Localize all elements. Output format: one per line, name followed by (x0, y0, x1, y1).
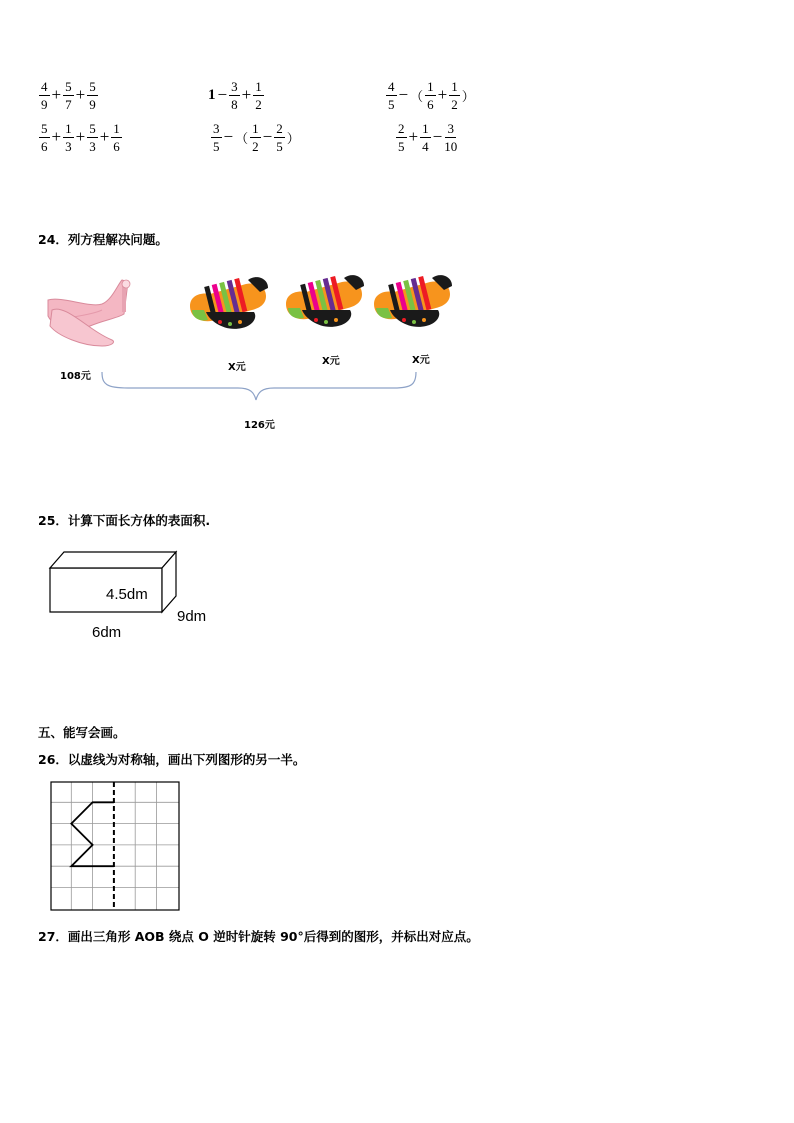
operator: + (51, 85, 62, 104)
shoes-image (42, 270, 134, 350)
numerator: 2 (398, 120, 405, 136)
operator: − (432, 127, 443, 146)
operator: + (241, 85, 252, 104)
integer: 1 (208, 86, 216, 103)
numerator: 1 (427, 78, 434, 94)
denominator: 5 (213, 138, 220, 154)
fraction (274, 122, 285, 153)
cuboid-width-label: 9dm (177, 608, 207, 625)
sock-icon (286, 275, 364, 327)
numerator: 1 (113, 120, 120, 136)
denominator: 6 (113, 138, 120, 154)
denominator: 9 (89, 96, 96, 112)
sock-price-label-1: X元 (228, 362, 246, 373)
sock-icon (190, 277, 268, 329)
sock-icon (374, 275, 452, 327)
fraction (87, 122, 98, 153)
denominator: 2 (451, 96, 458, 112)
parenthesis: ） (461, 88, 475, 104)
operator: + (437, 85, 448, 104)
numerator: 3 (213, 120, 220, 136)
question-24-title: 24．列方程解决问题。 (38, 232, 168, 247)
socks-image-3 (370, 270, 454, 332)
parenthesis: （ (410, 88, 424, 104)
fraction (111, 122, 122, 153)
question-25-title: 25．计算下面长方体的表面积. (38, 513, 211, 528)
denominator: 8 (231, 96, 238, 112)
fraction (396, 122, 407, 153)
numerator: 1 (65, 120, 72, 136)
operator: + (408, 127, 419, 146)
fraction-expr-r1c3 (385, 78, 476, 112)
numerator: 1 (451, 78, 458, 94)
sock-price-label-3: X元 (412, 355, 430, 366)
fraction (449, 80, 460, 111)
shoe-price-label: 108元 (60, 371, 91, 382)
operator: − (217, 85, 228, 104)
fraction (250, 122, 261, 153)
question-26-title: 26．以虚线为对称轴，画出下列图形的另一半。 (38, 752, 306, 767)
sock-price-label-2: X元 (322, 356, 340, 367)
denominator: 4 (422, 138, 429, 154)
operator: − (223, 127, 234, 146)
total-price-label: 126元 (244, 420, 275, 431)
operator: + (75, 127, 86, 146)
parenthesis: （ (235, 130, 249, 146)
question-27-title: 27．画出三角形 AOB 绕点 O 逆时针旋转 90°后得到的图形，并标出对应点。 (38, 929, 479, 944)
fraction (63, 80, 74, 111)
numerator: 1 (252, 120, 259, 136)
socks-image-2 (282, 270, 366, 332)
fraction (211, 122, 222, 153)
shoe-icon (48, 280, 130, 346)
denominator: 6 (41, 138, 48, 154)
operator: + (75, 85, 86, 104)
numerator: 5 (89, 78, 96, 94)
operator: + (51, 127, 62, 146)
operator: − (398, 85, 409, 104)
fraction (87, 80, 98, 111)
denominator: 6 (427, 96, 434, 112)
denominator: 10 (444, 138, 458, 154)
total-brace (98, 370, 420, 406)
symmetry-grid (50, 781, 180, 911)
denominator: 2 (252, 138, 259, 154)
section-5-title: 五、能写会画。 (38, 725, 126, 740)
numerator: 1 (422, 120, 429, 136)
fraction-expr-r2c2 (210, 120, 301, 154)
denominator: 3 (89, 138, 96, 154)
denominator: 5 (388, 96, 395, 112)
numerator: 4 (388, 78, 395, 94)
cuboid-length-label: 6dm (92, 624, 122, 641)
fraction-expr-r1c1 (38, 78, 99, 112)
denominator: 7 (65, 96, 72, 112)
fraction (420, 122, 431, 153)
denominator: 5 (398, 138, 405, 154)
numerator: 3 (231, 78, 238, 94)
numerator: 1 (255, 78, 262, 94)
denominator: 3 (65, 138, 72, 154)
numerator: 5 (65, 78, 72, 94)
fraction (444, 122, 457, 153)
fraction (425, 80, 436, 111)
fraction-expr-r1c2 (208, 78, 265, 112)
numerator: 3 (447, 120, 454, 136)
fraction (39, 122, 50, 153)
denominator: 2 (255, 96, 262, 112)
numerator: 4 (41, 78, 48, 94)
numerator: 5 (89, 120, 96, 136)
fraction (253, 80, 264, 111)
cuboid-diagram (48, 550, 180, 614)
cuboid-height-label: 4.5dm (106, 586, 148, 603)
fraction (229, 80, 240, 111)
fraction-expr-r2c3 (395, 120, 458, 154)
fraction (63, 122, 74, 153)
denominator: 9 (41, 96, 48, 112)
parenthesis: ） (286, 130, 300, 146)
fraction (386, 80, 397, 111)
fraction (39, 80, 50, 111)
denominator: 5 (276, 138, 283, 154)
fraction-expr-r2c1 (38, 120, 123, 154)
socks-image-1 (186, 272, 270, 334)
numerator: 2 (276, 120, 283, 136)
numerator: 5 (41, 120, 48, 136)
operator: + (99, 127, 110, 146)
operator: − (262, 127, 273, 146)
